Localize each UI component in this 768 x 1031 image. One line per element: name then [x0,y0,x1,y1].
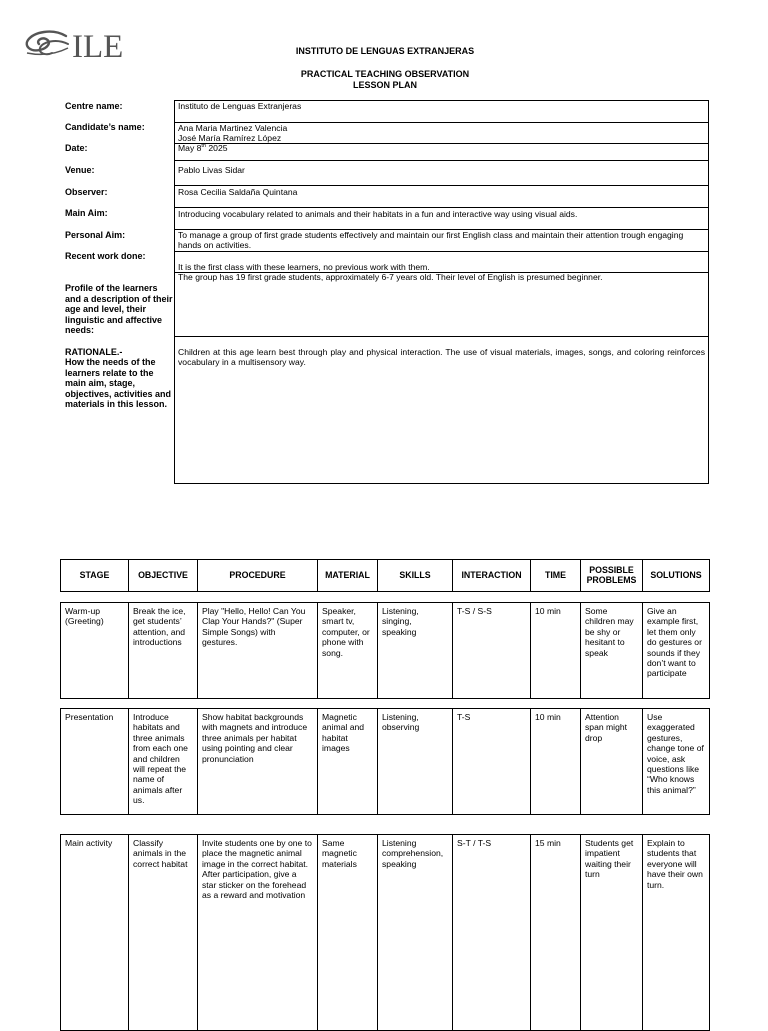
header-possible-problems: POSSIBLE PROBLEMS [581,560,643,592]
lesson-row-presentation [60,708,710,815]
header-skills: SKILLS [378,560,453,592]
cell-procedure: Play "Hello, Hello! Can You Clap Your Hands?" (Super Simple Songs) with gestures. [198,603,318,699]
cell-time: 15 min [531,835,581,1031]
cell-skills: Listening comprehension, speaking [378,835,453,1031]
observer-value: Rosa Cecilia Saldaña Quintana [178,187,298,197]
centre-value: Instituto de Lenguas Extranjeras [178,101,302,111]
lesson-table-header [60,559,710,592]
cell-problems: Attention span might drop [581,709,643,815]
lesson-row-warm-up [60,602,710,699]
table-row [61,835,710,1031]
rationale-value: Children at this age learn best through play and physical interaction. The use of visual materials, images, songs, and coloring reinforces vocabulary in a multisensory way. [178,347,705,367]
date-label: Date: [65,143,88,153]
table-row [61,603,710,699]
cell-skills: Listening, observing [378,709,453,815]
cell-objective: Break the ice, get students’ attention, and introductions [129,603,198,699]
venue-label: Venue: [65,165,95,175]
cell-objective: Introduce habitats and three animals from each one and children will repeat the name of animals after us. [129,709,198,815]
candidate-label: Candidate’s name: [65,122,145,132]
cell-problems: Some children may be shy or hesitant to speak [581,603,643,699]
profile-label: Profile of the learners and a description of their age and level, their linguistic and affective needs: [65,283,173,335]
cell-material: Magnetic animal and habitat images [318,709,378,815]
cell-time: 10 min [531,603,581,699]
date-year: 2025 [206,143,228,153]
cell-problems: Students get impatient waiting their turn [581,835,643,1031]
header-material: MATERIAL [318,560,378,592]
header-solutions: SOLUTIONS [643,560,710,592]
cell-stage: Presentation [61,709,129,815]
recent-work-label: Recent work done: [65,251,146,261]
date-month: May 8 [178,143,202,153]
lesson-row-main-activity [60,834,710,1031]
candidate-value-1: Ana Maria Martinez Valencia [178,123,288,133]
cell-material: Speaker, smart tv, computer, or phone with song. [318,603,378,699]
candidate-value-2: José María Ramírez López [178,133,282,143]
table-row [61,709,710,815]
institute-title: INSTITUTO DE LENGUAS EXTRANJERAS [295,46,475,56]
header-objective: OBJECTIVE [129,560,198,592]
venue-value: Pablo Livas Sidar [178,165,245,175]
rationale-label-heading: RATIONALE.- [65,347,123,357]
cell-material: Same magnetic materials [318,835,378,1031]
cell-objective: Classify animals in the correct habitat [129,835,198,1031]
cell-stage: Warm-up (Greeting) [61,603,129,699]
logo-brand-text: ILE [72,29,124,65]
document-subtitle: LESSON PLAN [352,80,417,90]
centre-label: Centre name: [65,101,123,111]
ile-logo-mark [22,22,162,78]
observer-label: Observer: [65,187,108,197]
cell-interaction: T-S / S-S [453,603,531,699]
personal-aim-label: Personal Aim: [65,230,126,240]
cell-solutions: Use exaggerated gestures, change tone of voice, ask questions like “Who knows this animal?” [643,709,710,815]
cell-skills: Listening, singing, speaking [378,603,453,699]
rationale-label: How the needs of the learners relate to the main aim, stage, objectives, activities and materials in this lesson. [65,357,172,409]
cell-interaction: S-T / T-S [453,835,531,1031]
recent-work-value: It is the first class with these learners, no previous work with them. [178,262,430,272]
personal-aim-value: To manage a group of first grade students effectively and maintain our first English class and maintain their attention trough engaging hands on activities. [178,230,684,250]
profile-value: The group has 19 first grade students, approximately 6-7 years old. Their level of English is presumed beginner. [178,272,603,282]
date-ordinal: th [201,143,206,150]
cell-stage: Main activity [61,835,129,1031]
cell-solutions: Explain to students that everyone will have their own turn. [643,835,710,1031]
ile-logo [22,22,162,78]
header-interaction: INTERACTION [453,560,531,592]
cell-procedure: Invite students one by one to place the magnetic animal image in the correct habitat. After participation, give a star sticker on the forehead as a reward and motivation [198,835,318,1031]
cell-solutions: Give an example first, let them only do gestures or sounds if they don’t want to participate [643,603,710,699]
header-row [61,560,710,592]
cell-procedure: Show habitat backgrounds with magnets and introduce three animals per habitat using pointing and clear pronunciation [198,709,318,815]
cell-time: 10 min [531,709,581,815]
date-value [178,143,705,153]
cell-interaction: T-S [453,709,531,815]
main-aim-value: Introducing vocabulary related to animals and their habitats in a fun and interactive way using visual aids. [178,209,578,219]
header-stage: STAGE [61,560,129,592]
document-title: PRACTICAL TEACHING OBSERVATION [300,69,470,79]
header-procedure: PROCEDURE [198,560,318,592]
main-aim-label: Main Aim: [65,208,108,218]
header-time: TIME [531,560,581,592]
